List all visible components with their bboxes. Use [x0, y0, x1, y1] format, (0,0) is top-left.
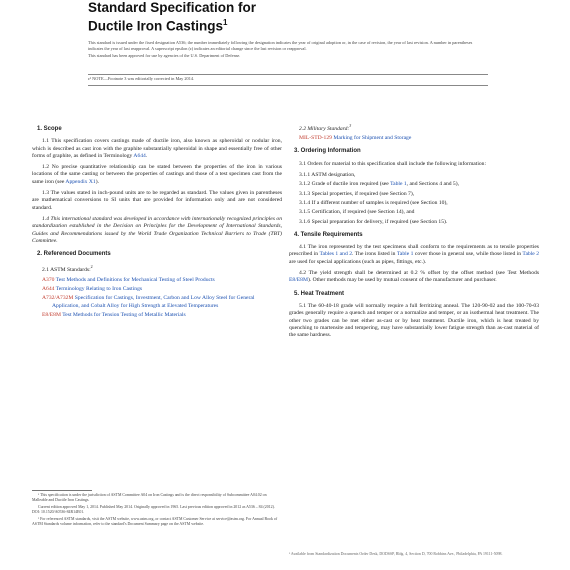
section-heading-heat-treatment: 5. Heat Treatment	[294, 290, 345, 297]
link-a370[interactable]: A370	[42, 276, 55, 283]
link-appendix-x1[interactable]: Appendix X1	[65, 178, 96, 185]
editorial-note: ε¹ NOTE—Footnote 3 was editorially corrected in May 2014.	[88, 76, 195, 81]
link-a644[interactable]: A644	[133, 152, 146, 159]
section-heading-referenced-documents: 2. Referenced Documents	[37, 251, 111, 258]
footnote-1: ¹ This specification is under the jurisdiction of ASTM Committee A04 on Iron Castings and is the direct responsibility of Subcommittee A04.02 on Malleable and Ductile Iron Castings.	[32, 493, 267, 502]
paragraph-4-2: 4.2 The yield strength shall be determined at 0.2 % offset by the offset method (see Test Methods E8/E8M). Other methods may be used by mutual consent of the manufacturer and purchaser.	[289, 270, 539, 284]
link-e8[interactable]: E8/E8M	[289, 277, 308, 284]
divider	[88, 85, 488, 86]
link-a732[interactable]: A732/A732M	[42, 295, 74, 302]
reference-title[interactable]: Terminology Relating to Iron Castings	[55, 285, 143, 292]
left-column	[32, 126, 282, 321]
item-3-1-5: 3.1.5 Certification, if required (see Section 14), and	[299, 209, 415, 216]
title-footnote-mark: 1	[223, 18, 228, 27]
right-column	[289, 122, 539, 343]
divider	[88, 74, 488, 75]
section-heading-ordering-information: 3. Ordering Information	[294, 148, 361, 155]
reference-item	[299, 135, 539, 142]
paragraph-1-1: 1.1 This specification covers castings made of ductile iron, also known as spheroidal or nodular iron, which is described as cast iron with the graphite substantially spheroidal in shape and essentially free of other forms of graphite, as defined in Terminology A644.	[32, 138, 282, 159]
title-text: Ductile Iron Castings	[88, 18, 224, 34]
reference-item	[42, 295, 282, 310]
item-3-1-2: 3.1.2 Grade of ductile iron required (see Table 1, and Sections 4 and 5),	[299, 181, 459, 188]
designation-notice-text: This standard is issued under the fixed designation A536; the number immediately following the designation indicates the year of original adoption or, in the case of revision, the year of last revision. A number in parentheses indicates the year of last reapproval. A superscript epsilon (ε) indicates an editorial change since the last revision or reapproval.	[88, 40, 473, 51]
link-table-2[interactable]: Table 2	[522, 251, 540, 258]
paragraph-4-1: 4.1 The iron represented by the test specimens shall conform to the requirements as to tensile properties prescribed in Tables 1 and 2. The irons listed in Table 1 cover those in general use, while those listed in Table 2 are used for special applications (such as pipes, fittings, etc.).	[289, 244, 540, 265]
link-table-1[interactable]: Table 1	[390, 181, 407, 188]
link-table-1[interactable]: Table 1	[396, 251, 414, 258]
title-line-1: Standard Specification for	[88, 0, 257, 15]
footnote-divider	[32, 490, 92, 491]
title-line-2	[88, 15, 256, 34]
reference-item	[42, 277, 282, 284]
section-heading-tensile-requirements: 4. Tensile Requirements	[294, 231, 363, 238]
military-standard-heading: 2.2 Military Standard:$^3$	[299, 123, 352, 132]
link-mil-std-129[interactable]: MIL-STD-129	[299, 135, 332, 142]
item-3-1-1: 3.1.1 ASTM designation,	[299, 172, 356, 179]
section-heading-scope: 1. Scope	[37, 126, 62, 132]
item-3-1-3: 3.1.3 Special properties, if required (see Section 7),	[299, 190, 415, 197]
paragraph-5-1: 5.1 The 60-40-18 grade will normally require a full ferritizing anneal. The 120-90-02 and the 100-70-03 grades generally require a quench and temper or a normalize and temper, or an isothermal heat treatment. The other two grades can be met either as-cast or by heat treatment. Ductile iron, which is heat treated by quenching to martensite and tempering, may have substantially lower fatigue strength than as-cast material of the same hardness.	[289, 302, 539, 339]
reference-item	[42, 312, 282, 319]
item-3-1-6: 3.1.6 Special preparation for delivery, if required (see Section 15).	[299, 218, 448, 225]
footnote-3: ³ Available from Standardization Documents Order Desk, DODSSP, Bldg. 4, Section D, 700 Robbins Ave., Philadelphia, PA 19111-5098.	[289, 552, 503, 556]
paragraph-1-4: 1.4 This international standard was developed in accordance with internationally recognized principles on standardization established in the Decision on Principles for the Development of International Standards, Guides and Recommendations issued by the World Trade Organization Technical Barriers to Trade (TBT) Committee.	[32, 215, 282, 244]
astm-standards-heading: 2.1 ASTM Standards:$^2$	[42, 264, 93, 274]
reference-title[interactable]: Test Methods for Tension Testing of Metallic Materials	[62, 311, 186, 318]
link-a644-ref[interactable]: A644	[42, 285, 55, 292]
reference-item	[42, 286, 282, 293]
link-e8[interactable]: E8/E8M	[42, 311, 61, 318]
paragraph-1-2: 1.2 No precise quantitative relationship can be stated between the properties of the iron in various locations of the same casting or between the properties of castings and those of a test specimen cast from the same iron (see Appendix X1).	[32, 164, 282, 185]
designation-notice	[88, 40, 488, 61]
item-3-1-4: 3.1.4 If a different number of samples is required (see Section 10),	[299, 199, 448, 206]
reference-title[interactable]: Marking for Shipment and Storage	[333, 135, 412, 142]
document-title	[88, 0, 256, 34]
link-tables-1-2[interactable]: Tables 1 and 2	[319, 251, 353, 258]
paragraph-1-3: 1.3 The values stated in inch-pound units are to be regarded as standard. The values given in parentheses are mathematical conversions to SI units that are provided for information only and are not considered standard.	[32, 190, 282, 211]
footnote-1b: Current edition approved May 1, 2014. Published May 2014. Originally approved in 1965. Last previous edition approved in 2012 as A536 – 84 (2012). DOI: 10.1520/A0536-84R14E01.	[32, 505, 275, 514]
footnotes	[32, 493, 282, 529]
paragraph-3-1: 3.1 Orders for material to this specification shall include the following information:	[299, 160, 487, 167]
dod-notice-text: This standard has been approved for use by agencies of the U.S. Department of Defense.	[88, 53, 241, 59]
reference-title[interactable]: Test Methods and Definitions for Mechanical Testing of Steel Products	[55, 276, 215, 283]
reference-title[interactable]: Specification for Castings, Investment, Carbon and Low Alloy Steel for General Application, and Cobalt Alloy for High Strength at Elevated Temperatures	[52, 295, 255, 309]
footnote-2: ² For referenced ASTM standards, visit the ASTM website, www.astm.org, or contact ASTM Customer Service at service@astm.org. For Annual Book of ASTM Standards volume information, refer to the standard's Document Summary page on the ASTM website.	[32, 517, 278, 526]
